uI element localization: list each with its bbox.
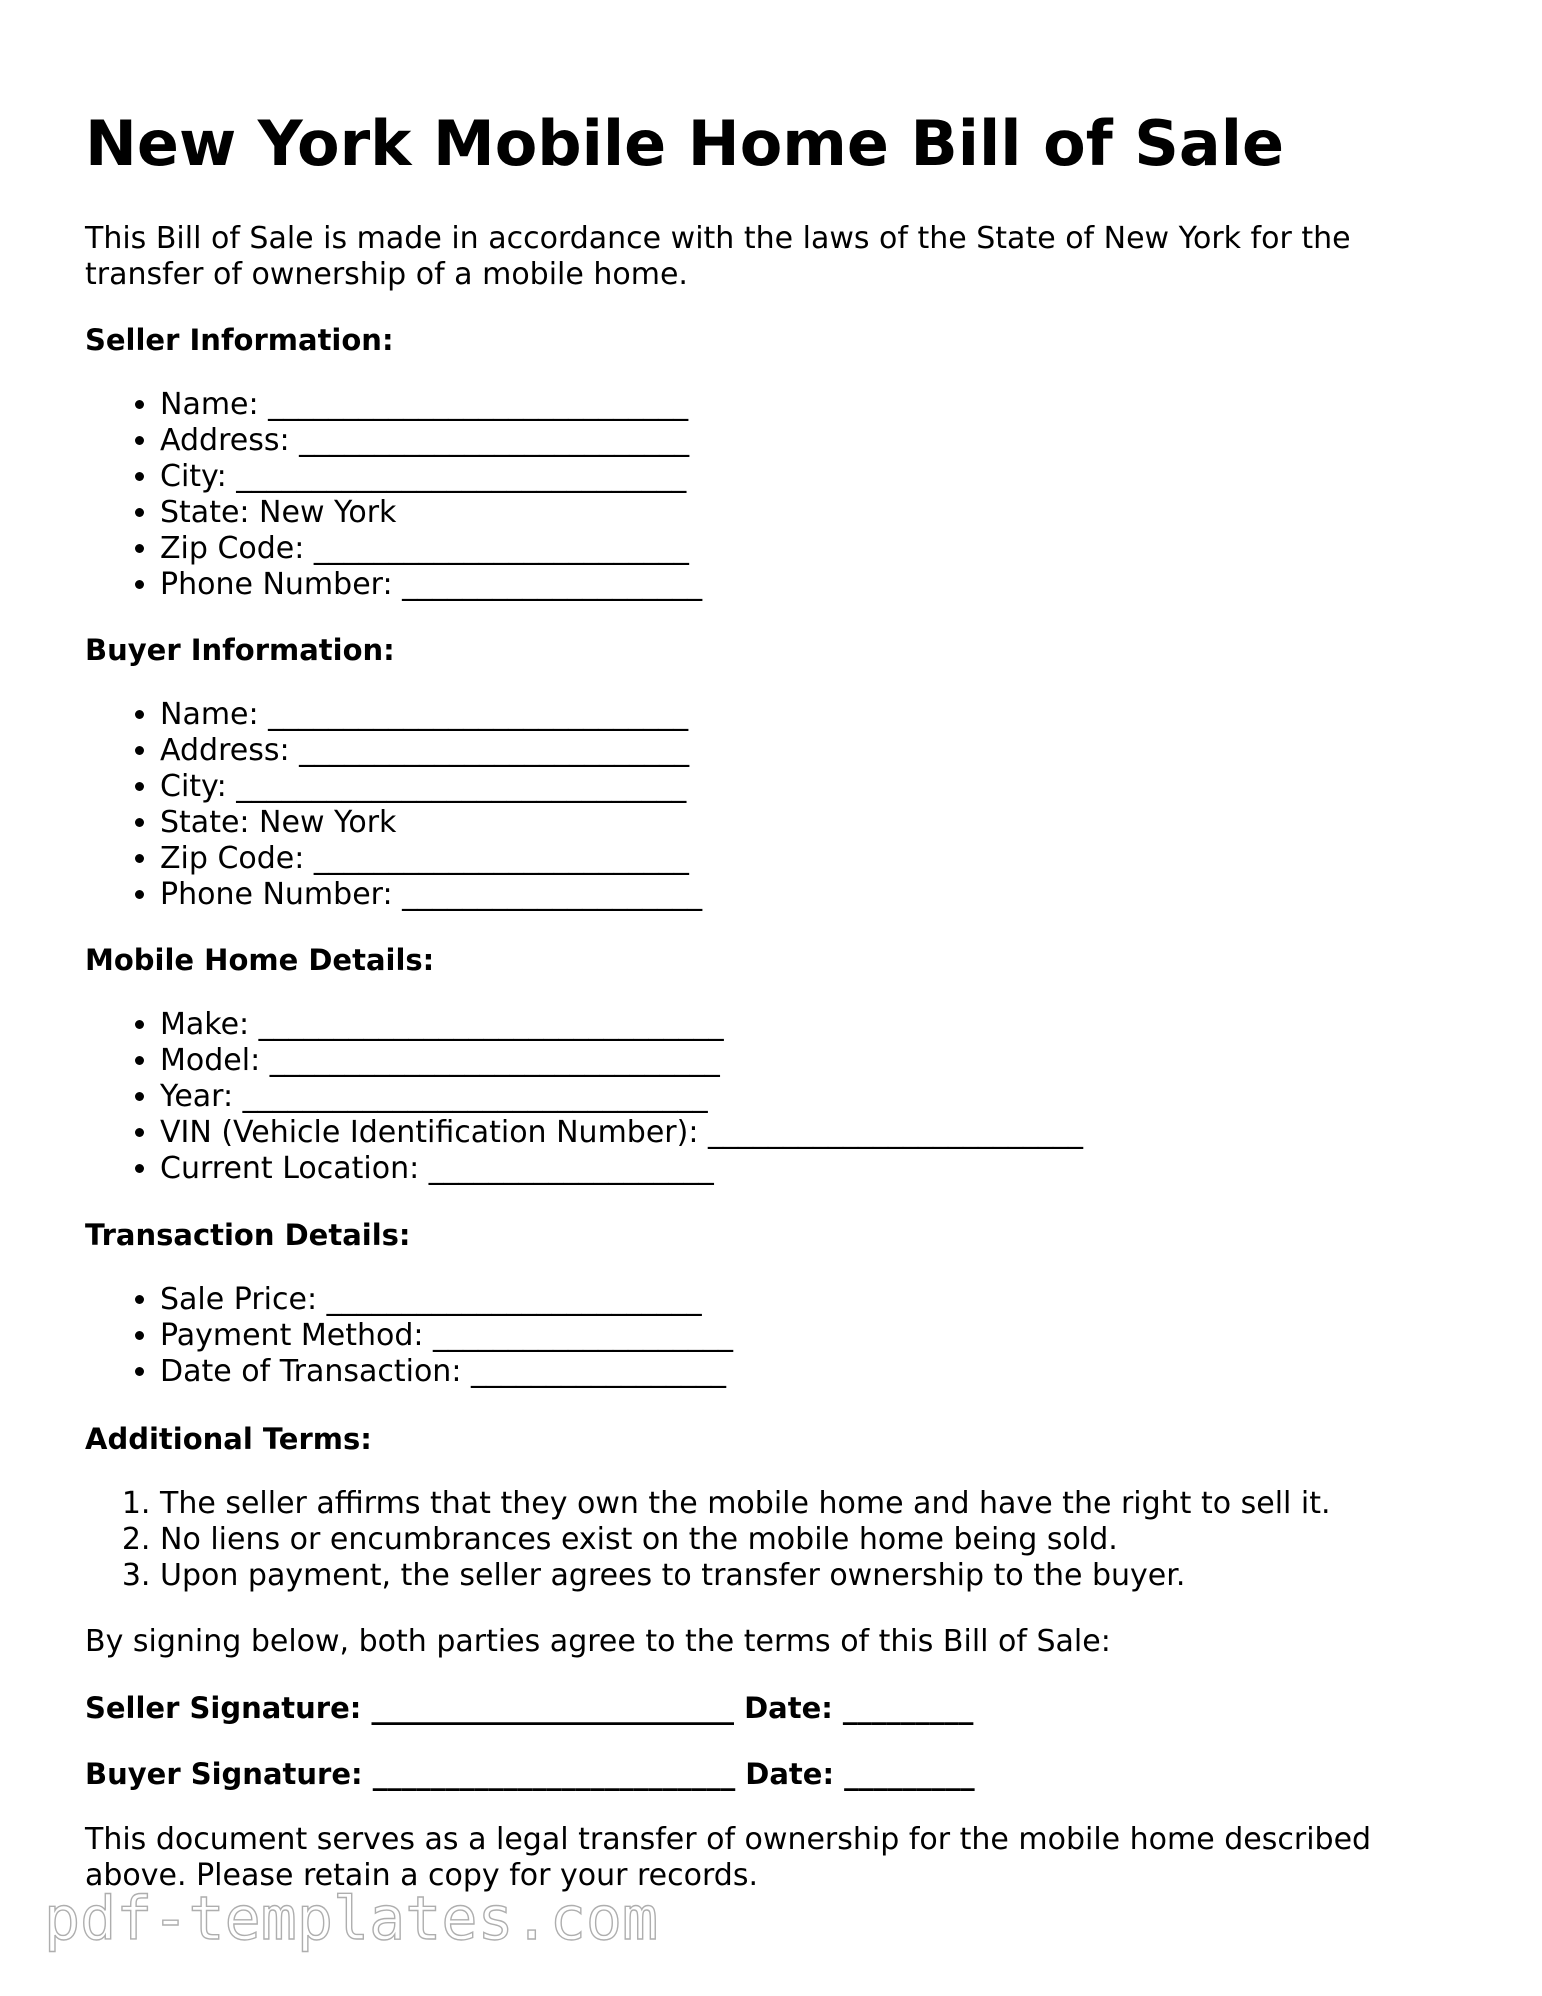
buyer-city-line: • City: ______________________________ — [160, 769, 702, 805]
seller-city-line: • City: ______________________________ — [160, 459, 702, 495]
buyer-state-line: • State: New York — [160, 805, 702, 841]
buyer-heading: Buyer Information: — [85, 633, 395, 667]
buyer-phone-line: • Phone Number: ____________________ — [160, 877, 702, 913]
term-item: 2. No liens or encumbrances exist on the mobile home being sold. — [160, 1522, 1331, 1558]
term-item: 1. The seller affirms that they own the mobile home and have the right to sell it. — [160, 1486, 1331, 1522]
home-make-line: • Make: _______________________________ — [160, 1007, 1083, 1043]
buyer-signature-line: Buyer Signature: _________________________ Date: _________ — [85, 1757, 975, 1791]
seller-info-list — [85, 387, 702, 603]
buyer-info-list — [85, 697, 702, 913]
closing-paragraph: This document serves as a legal transfer of ownership for the mobile home described above. Please retain a copy for your records. — [85, 1822, 1372, 1893]
seller-phone-line: • Phone Number: ____________________ — [160, 567, 702, 603]
buyer-name-line: • Name: ____________________________ — [160, 697, 702, 733]
home-year-line: • Year: _______________________________ — [160, 1079, 1083, 1115]
signing-intro: By signing below, both parties agree to the terms of this Bill of Sale: — [85, 1624, 1111, 1659]
transaction-date-line: • Date of Transaction: _________________ — [160, 1354, 733, 1390]
terms-list — [85, 1486, 1331, 1594]
seller-zip-line: • Zip Code: _________________________ — [160, 531, 702, 567]
home-vin-line: • VIN (Vehicle Identification Number): _________________________ — [160, 1115, 1083, 1151]
seller-name-line: • Name: ____________________________ — [160, 387, 702, 423]
watermark-text: pdf-templates.com — [44, 1884, 659, 1954]
seller-state-line: • State: New York — [160, 495, 702, 531]
seller-address-line: • Address: __________________________ — [160, 423, 702, 459]
home-model-line: • Model: ______________________________ — [160, 1043, 1083, 1079]
intro-paragraph: This Bill of Sale is made in accordance with the laws of the State of New York for the transfer of ownership of a mobile home. — [85, 221, 1351, 292]
transaction-list — [85, 1282, 733, 1390]
seller-heading: Seller Information: — [85, 323, 394, 357]
buyer-zip-line: • Zip Code: _________________________ — [160, 841, 702, 877]
term-item: 3. Upon payment, the seller agrees to transfer ownership to the buyer. — [160, 1558, 1331, 1594]
sale-price-line: • Sale Price: _________________________ — [160, 1282, 733, 1318]
home-details-heading: Mobile Home Details: — [85, 943, 435, 977]
transaction-heading: Transaction Details: — [85, 1218, 411, 1252]
home-location-line: • Current Location: ___________________ — [160, 1151, 1083, 1187]
seller-signature-line: Seller Signature: _________________________ Date: _________ — [85, 1691, 974, 1725]
document-title: New York Mobile Home Bill of Sale — [85, 107, 1285, 180]
home-details-list — [85, 1007, 1083, 1187]
terms-heading: Additional Terms: — [85, 1422, 372, 1456]
payment-method-line: • Payment Method: ____________________ — [160, 1318, 733, 1354]
buyer-address-line: • Address: __________________________ — [160, 733, 702, 769]
